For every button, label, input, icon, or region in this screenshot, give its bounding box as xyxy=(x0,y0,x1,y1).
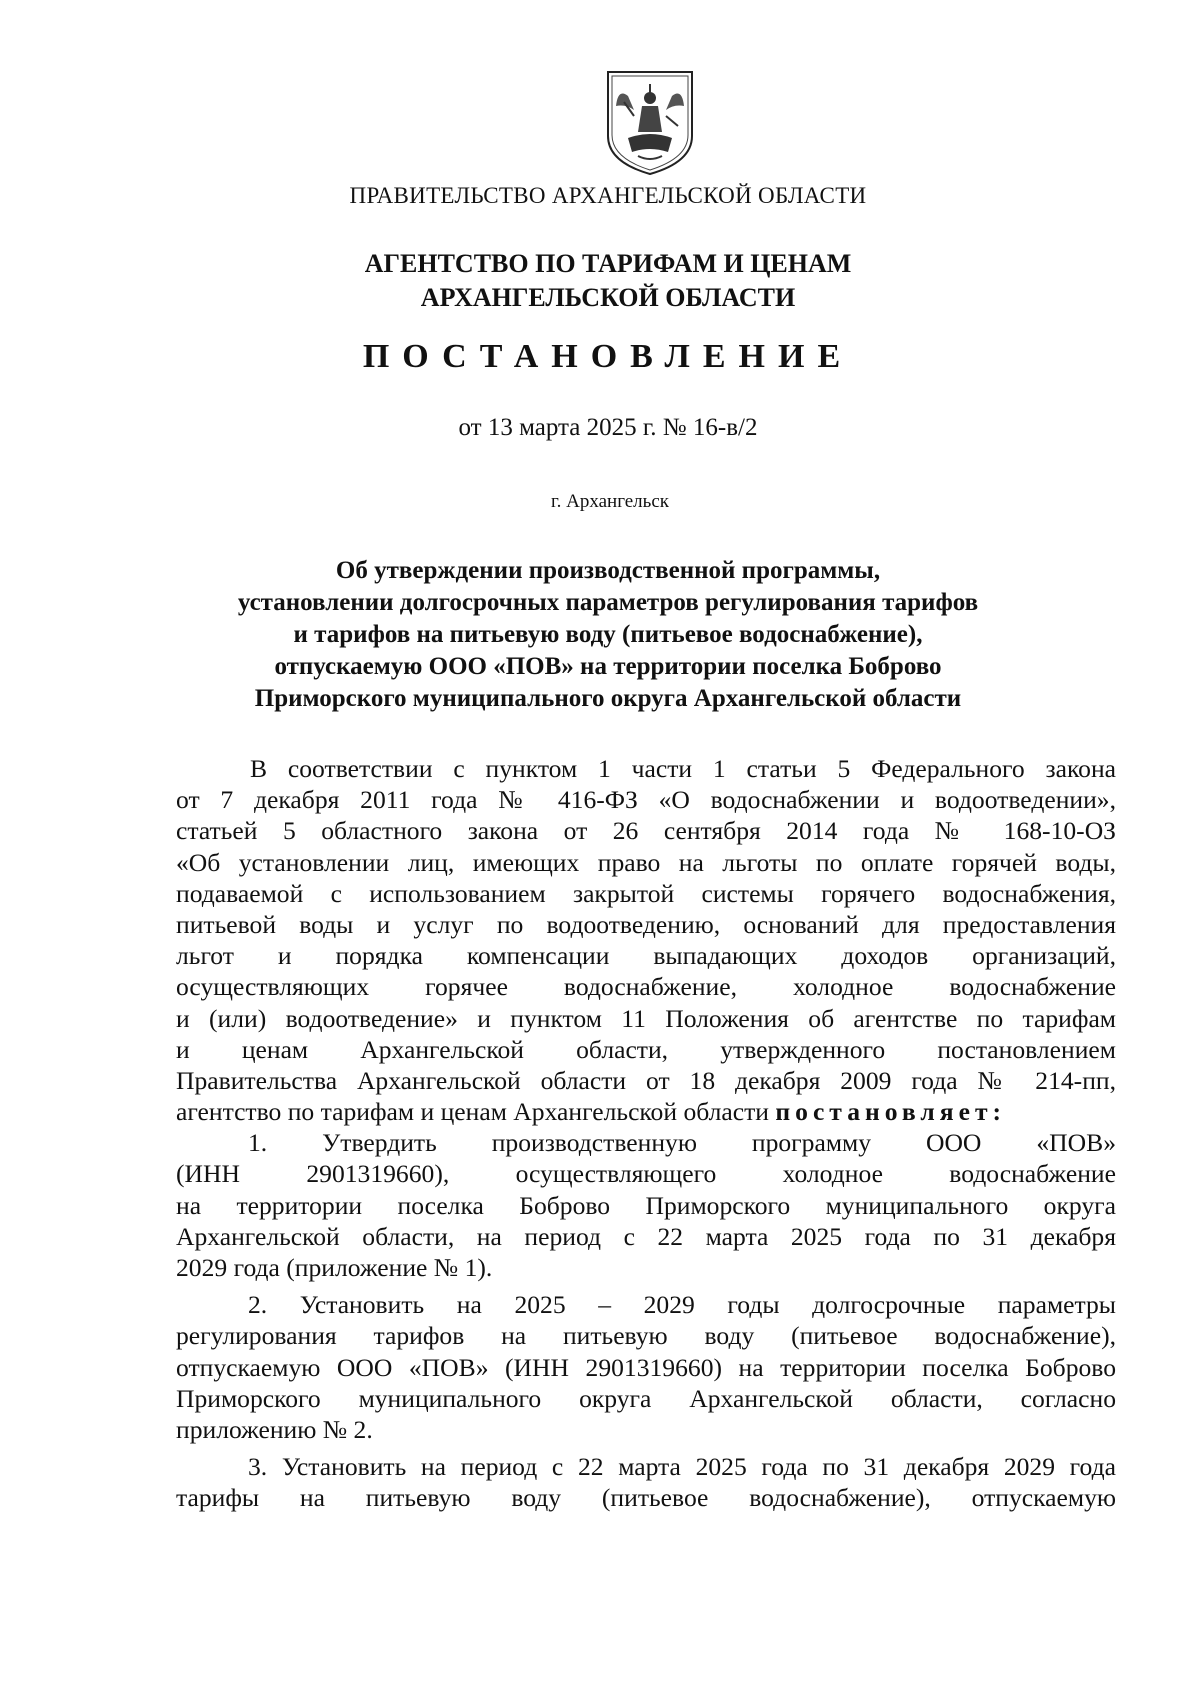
preamble-line: Правительства Архангельской области от 18 декабря 2009 года № 214-пп, xyxy=(176,1065,1116,1095)
preamble-line: льгот и порядка компенсации выпадающих доходов организаций, xyxy=(176,941,1116,971)
item-2 xyxy=(176,1289,1116,1445)
preamble-line: осуществляющих горячее водоснабжение, холодное водоснабжение xyxy=(176,972,1116,1002)
item-line: приложению № 2. xyxy=(176,1414,373,1444)
document-title xyxy=(8,555,1200,715)
agency-name-line-2: АРХАНГЕЛЬСКОЙ ОБЛАСТИ xyxy=(420,283,796,312)
item-line: 1. Утвердить производственную программу ООО «ПОВ» xyxy=(248,1128,1116,1158)
item-line: 2029 года (приложение № 1). xyxy=(176,1253,493,1282)
preamble-line: «Об установлении лиц, имеющих право на льготы по оплате горячей воды, xyxy=(176,847,1116,877)
item-line: (ИНН 2901319660), осуществляющего холодное водоснабжение xyxy=(176,1159,1116,1189)
item-line: регулирования тарифов на питьевую воду (питьевое водоснабжение), xyxy=(176,1321,1116,1351)
coat-of-arms-emblem xyxy=(598,66,702,178)
item-1 xyxy=(176,1127,1116,1283)
item-line: Приморского муниципального округа Архангельской области, согласно xyxy=(176,1383,1116,1413)
item-3 xyxy=(176,1451,1116,1513)
title-line: отпускаемую ООО «ПОВ» на территории поселка Боброво xyxy=(274,653,942,680)
preamble-line: подаваемой с использованием закрытой системы горячего водоснабжения, xyxy=(176,878,1116,908)
preamble-line-final xyxy=(176,1096,1116,1127)
agency-name-line-1: АГЕНТСТВО ПО ТАРИФАМ И ЦЕНАМ xyxy=(364,249,852,278)
title-line: установлении долгосрочных параметров регулирования тарифов xyxy=(237,589,979,616)
agency-name xyxy=(8,247,1200,315)
item-line: 3. Установить на период с 22 марта 2025 года по 31 декабря 2029 года xyxy=(248,1452,1116,1482)
document-type: ПОСТАНОВЛЕНИЕ xyxy=(362,338,854,375)
preamble-line: статьей 5 областного закона от 26 сентября 2014 года № 168-10-ОЗ xyxy=(176,816,1116,846)
item-line: Архангельской области, на период с 22 марта 2025 года по 31 декабря xyxy=(176,1221,1116,1251)
preamble-paragraph xyxy=(176,753,1116,1127)
government-name: ПРАВИТЕЛЬСТВО АРХАНГЕЛЬСКОЙ ОБЛАСТИ xyxy=(349,183,867,208)
document-city: г. Архангельск xyxy=(550,491,669,512)
document-body xyxy=(176,753,1116,1514)
preamble-line: В соответствии с пунктом 1 части 1 статьи 5 Федерального закона xyxy=(250,754,1116,783)
item-line: тарифы на питьевую воду (питьевое водоснабжение), отпускаемую xyxy=(176,1483,1116,1513)
preamble-line: от 7 декабря 2011 года № 416-ФЗ «О водоснабжении и водоотведении», xyxy=(176,785,1116,815)
item-line: на территории поселка Боброво Приморского муниципального округа xyxy=(176,1190,1116,1220)
preamble-final-text: агентство по тарифам и ценам Архангельской области xyxy=(176,1097,776,1127)
preamble-line: и (или) водоотведение» и пунктом 11 Положения об агентстве по тарифам xyxy=(176,1003,1116,1033)
resolves-keyword: постановляет: xyxy=(775,1097,1007,1127)
title-line: Об утверждении производственной программы, xyxy=(335,557,881,584)
preamble-line: питьевой воды и услуг по водоотведению, оснований для предоставления xyxy=(176,909,1116,939)
item-line: отпускаемую ООО «ПОВ» (ИНН 2901319660) на территории поселка Боброво xyxy=(176,1352,1116,1382)
title-line: и тарифов на питьевую воду (питьевое водоснабжение), xyxy=(293,621,923,648)
document-date-number: от 13 марта 2025 г. № 16-в/2 xyxy=(458,414,758,441)
item-line: 2. Установить на 2025 – 2029 годы долгосрочные параметры xyxy=(248,1290,1116,1320)
title-line: Приморского муниципального округа Архангельской области xyxy=(254,685,962,712)
preamble-line: и ценам Архангельской области, утвержденного постановлением xyxy=(176,1034,1116,1064)
